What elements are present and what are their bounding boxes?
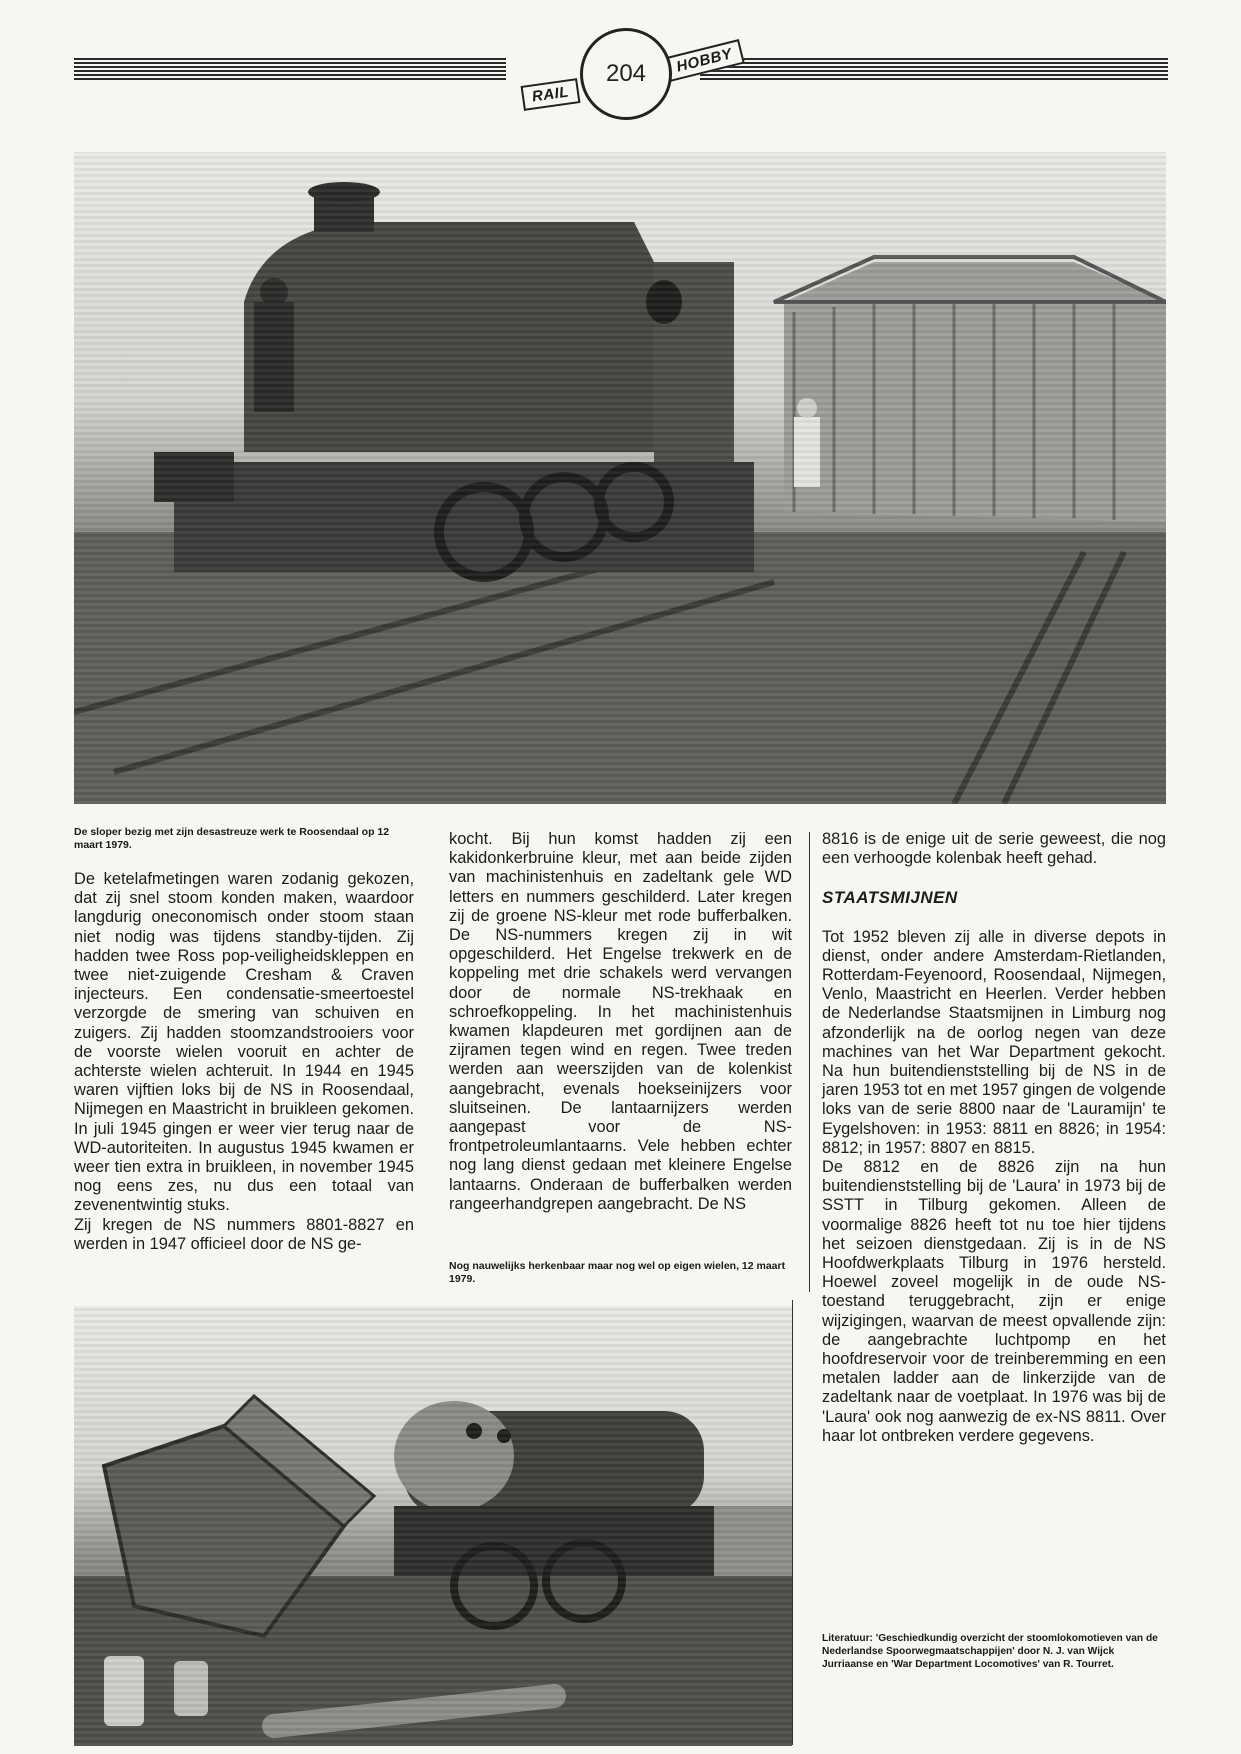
col3-intro: 8816 is de enige uit de serie geweest, die nog een verhoogde kolenbak heeft gehad.	[822, 830, 1166, 868]
article-column-1	[74, 870, 414, 1254]
page-number: 204	[580, 28, 672, 120]
col1-paragraph-2: Zij kregen de NS nummers 8801-8827 en werden in 1947 officieel door de NS ge-	[74, 1215, 414, 1253]
header-rule-left	[74, 58, 506, 82]
column-rule	[809, 832, 810, 1292]
article-column-3	[822, 830, 1166, 1446]
rail-label: RAIL	[521, 78, 581, 111]
bottom-photo-caption: Nog nauwelijks herkenbaar maar nog wel op eigen wielen, 12 maart 1979.	[449, 1260, 786, 1285]
section-heading: STAATSMIJNEN	[822, 888, 958, 908]
col3-paragraph-2: De 8812 en de 8826 zijn na hun buitendienststelling bij de 'Laura' in 1973 bij de SSTT in Tilburg gekomen. Alleen de voormalige 8826 heeft tot nu toe hier tijdens het seizoen dienstgedaan. Zij is in de NS Hoofdwerkplaats Tilburg in 1976 hersteld. Hoewel zoveel mogelijk in de oude NS-toestand teruggebracht, zijn er enige wijzigingen, waarvan de meest opvallende zijn: de aangebrachte luchtpomp en het hoofdreservoir voor de treinberemming en een metalen ladder aan de linkerzijde van de zadeltank naar de voetplaat. In 1976 was bij de 'Laura' ook nog aanwezig de ex-NS 8811. Over haar lot ontbreken verdere gegevens.	[822, 1158, 1166, 1445]
col1-paragraph-1: De ketelafmetingen waren zodanig gekozen, dat zij snel stoom konden maken, waardoor langdurig oneconomisch onder stoom staan niet nodig was tijdens standby-tijden. Zij hadden twee Ross pop-veiligheidskleppen en twee niet-zuigende Cresham & Craven injecteurs. Een condensatie-smeertoestel verzorgde de smering van schuiven en zuigers. Zij hadden stoomzandstrooiers voor de voorste wielen vooruit en achter de achterste wielen achteruit. In 1944 en 1945 waren vijftien loks bij de NS in Roosendaal, Nijmegen en Maastricht in bruikleen gekomen. In juli 1945 gingen er weer vier terug naar de WD-autoriteiten. In augustus 1945 kwamen er weer tien extra in bruikleen, in november 1945 nog eens zes, nu dus een totaal van zevenentwintig stuks.	[74, 870, 414, 1215]
col3-paragraph-1: Tot 1952 bleven zij alle in diverse depots in dienst, onder andere Amsterdam-Rietlanden, Rotterdam-Feyenoord, Roosendaal, Nijmegen, Venlo, Maastricht en Heerlen. Verder hebben de Nederlandse Staatsmijnen in Limburg nog afzonderlijk na de oorlog negen van deze machines van het War Department gekocht. Na hun buitendienststelling bij de NS in de jaren 1953 tot en met 1957 gingen de volgende loks van de serie 8800 naar de 'Lauramijn' te Eygelshoven: in 1953: 8811 en 8826; in 1954: 8812; in 1957: 8807 en 8815.	[822, 927, 1166, 1157]
literature-note: Literatuur: 'Geschiedkundig overzicht der stoomlokomotieven van de Nederlandse Spoorwegmaatschappijen' door N. J. van Wijck Jurriaanse en 'War Department Locomotives' van R. Tourret.	[822, 1633, 1158, 1670]
header-rule-right	[700, 58, 1168, 82]
article-column-2	[449, 830, 792, 1214]
col2-paragraph-1: kocht. Bij hun komst hadden zij een kakidonkerbruine kleur, met aan beide zijden van machinistenhuis en zadeltank gele WD letters en nummers geschilderd. Later kregen zij de groene NS-kleur met rode bufferbalken. De NS-nummers kregen zij in wit opgeschilderd. Het Engelse trekwerk en de koppeling met drie schakels werd vervangen door de normale NS-trekhaak en schroefkoppeling. In het machinistenhuis kwamen klapdeuren met gordijnen aan de zijramen tegen wind en regen. Twee treden werden aan weerszijden van de kolenkist aangebracht, evenals hoekseinijzers voor sluitseinen. De lantaarnijzers werden aangepast voor de NS-frontpetroleumlantaarns. Vele hebben echter nog lang dienst gedaan met kleinere Engelse lantaarns. Onderaan de bufferbalken werden rangeerhandgrepen aangebracht. De NS	[449, 830, 792, 1213]
top-photo-caption: De sloper bezig met zijn desastreuze werk te Roosendaal op 12 maart 1979.	[74, 826, 390, 851]
bottom-photo	[74, 1306, 792, 1746]
locomotive-scrapping-illustration	[74, 152, 1166, 804]
column-rule-lower	[792, 1300, 793, 1745]
wrecked-locomotive-illustration	[74, 1306, 792, 1746]
hobby-label: HOBBY	[664, 39, 744, 82]
top-photo	[74, 152, 1166, 804]
